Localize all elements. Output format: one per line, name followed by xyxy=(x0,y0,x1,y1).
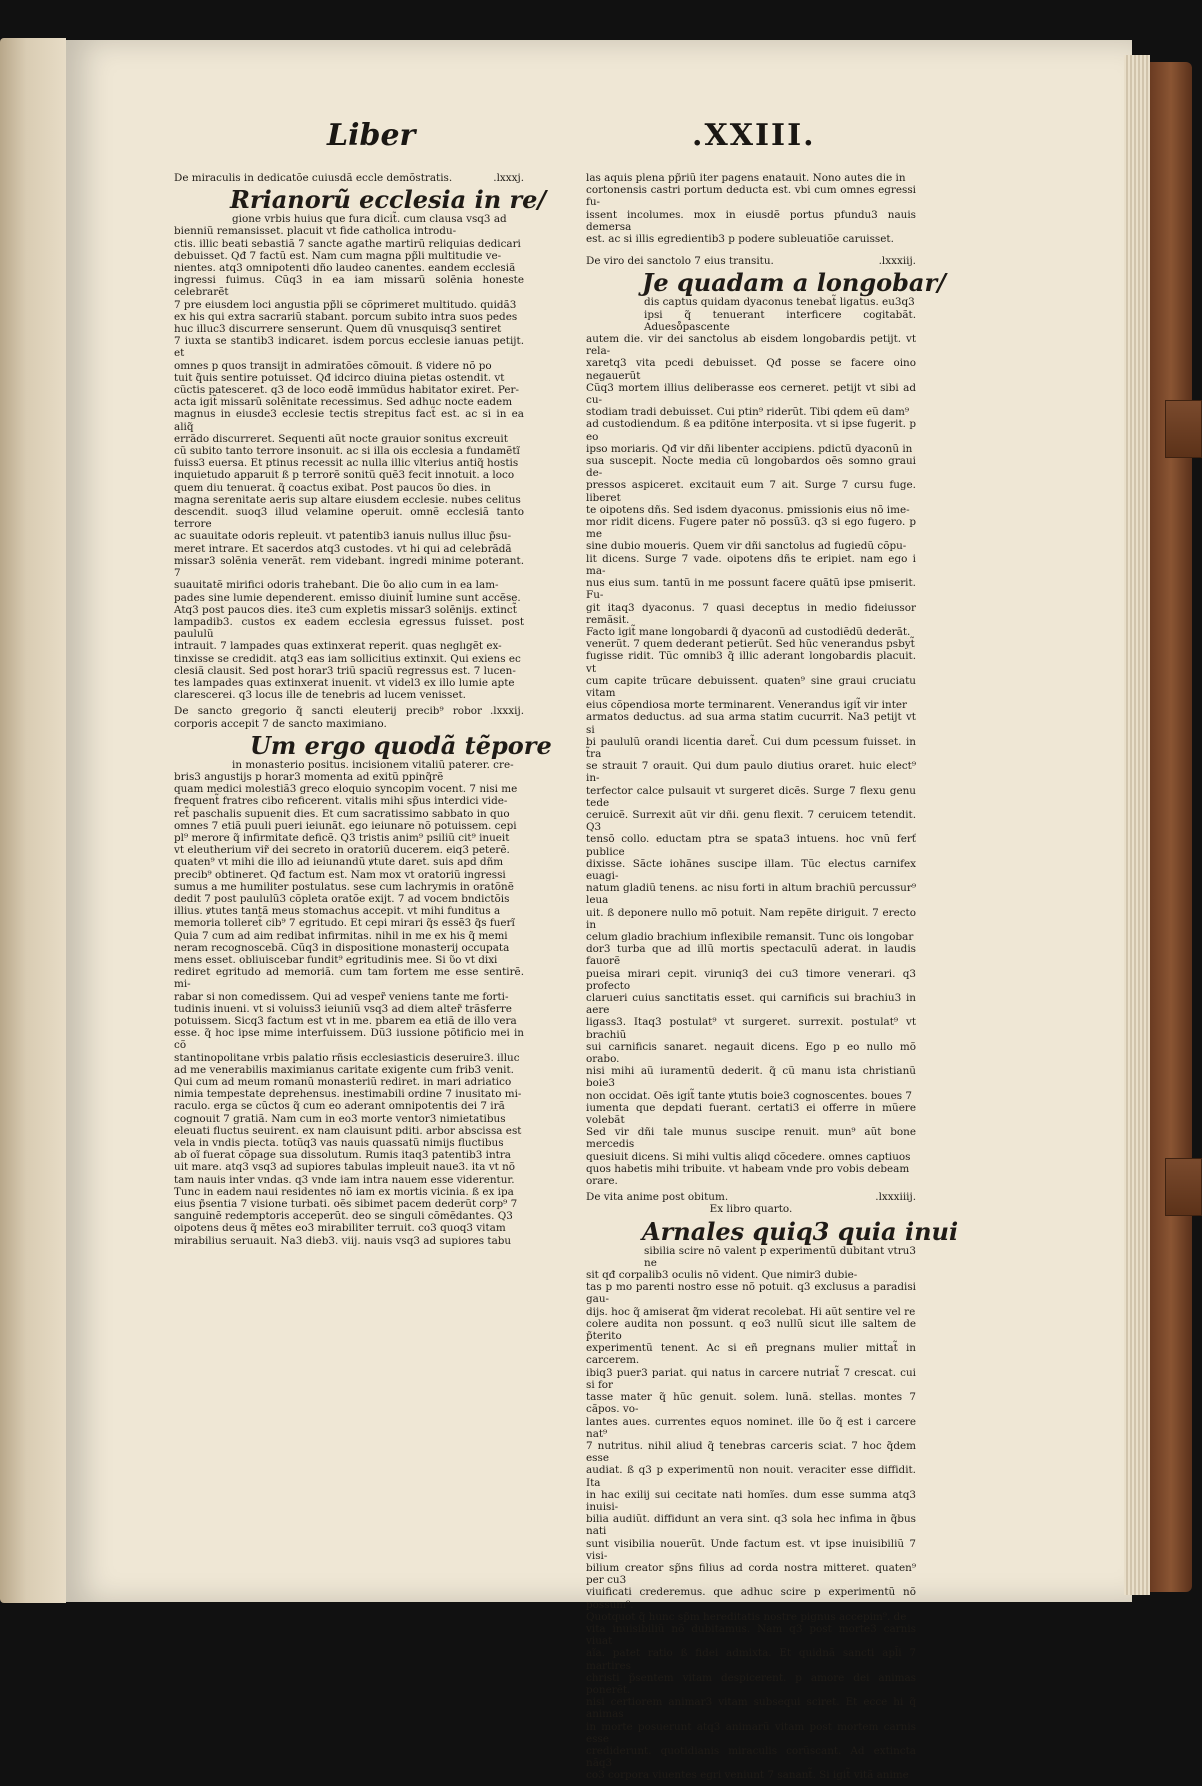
text-line: ret̃ paschalis supuenit dies. Et cum sacratissimo sabbato in quo xyxy=(174,807,510,820)
text-line: stantinopolitane vrbis palatio rñsis ecclesiasticis deseruire3. illuc xyxy=(174,1051,520,1064)
text-line: terfector calce pulsauit vt surgeret dicẽs. Surge 7 flexu genu tede xyxy=(586,784,916,809)
text-line: ad me venerabilis maximianus caritate exigente cum frib3 venit. xyxy=(174,1063,514,1076)
rubric-text: De sancto gregorio q̃ sancti eleuterij precib⁹ robor corporis accepit 7 de sancto maximiano. xyxy=(174,705,482,730)
text-line: tes lampades quas extinxerat inuenit. vt videl3 ex illo lumie apte xyxy=(174,676,515,689)
section-body xyxy=(174,213,524,701)
text-line: cortonensis castri portum deducta est. vbi cum omnes egressi fu- xyxy=(586,184,916,209)
page-block-edges xyxy=(1124,55,1150,1595)
rubric-text: De miraculis in dedicatõe cuiusdã eccle demõstratis. xyxy=(174,172,453,184)
initial-heading: Rrianorũ ecclesia in re/ xyxy=(230,185,547,215)
text-line: vt eleutherium vir̃ dei secreto in oratoriũ ducerem. eiq3 peterẽ. xyxy=(174,844,510,857)
running-header-left: Liber xyxy=(327,118,416,153)
text-line: nimia tempestate deprehensus. inestimabili ordine 7 inusitato mi- xyxy=(174,1088,522,1101)
text-line: rabar si non comedissem. Qui ad vesper̃ veniens tante me forti- xyxy=(174,990,509,1003)
text-line: debuisset. Qđ 7 factũ est. Nam cum magna pp̃li multitudie ve- xyxy=(174,249,502,262)
text-line: ad custodiendum. ß ea pditõne interposita. vt si ipse fugerit. p eo xyxy=(586,418,916,443)
rubric-text: De vita anime post obitum. xyxy=(586,1191,729,1204)
text-line: cũctis patesceret. q3 de loco eodẽ immũdus habitator exiret. Per- xyxy=(174,384,519,397)
section-83 xyxy=(586,255,946,1188)
text-line: dedit 7 post paululũ3 cõpleta oratõe exijt. 7 ad vocem bndictõis xyxy=(174,892,510,905)
text-line: tam nauis inter vndas. q3 vnde iam intra nauem esse viderentur. xyxy=(174,1173,515,1186)
text-line: nientes. atq3 omnipotenti dño laudeo canentes. eandem ecclesiã xyxy=(174,262,516,275)
text-line: lantes aues. currentes equos nominet. ille ῦo q̃ est i carcere nat⁹ xyxy=(586,1415,916,1440)
text-line: lit dicens. Surge 7 vade. oipotens dñs te eripiet. nam ego i ma- xyxy=(586,552,916,577)
chapter-number: .lxxxiij. xyxy=(878,255,916,268)
text-line: gione vrbis huius que fura dicit̃. cum clausa vsq3 ad xyxy=(232,213,507,226)
text-line: ipsi q̃ tenuerant interficere cogitabãt. Adueso̊pascente xyxy=(644,308,916,333)
text-line: colere audita non possunt. q eo3 nullũ sicut ille saltem de p̃terito xyxy=(586,1317,916,1343)
text-line: inquietudo apparuit ß p terrorẽ sonitũ quẽ3 fecit innotuit. a loco xyxy=(174,469,515,482)
text-line: cognouit 7 gratiã. Nam cum in eo3 morte ventor3 nimietatibus xyxy=(174,1112,506,1125)
text-line: clesiã clausit. Sed post horar3 triũ spaciũ regressus est. 7 lucen- xyxy=(174,664,516,677)
text-line: tinxisse se credidit. atq3 eas iam sollicitius extinxit. Qui exiens ec xyxy=(174,652,521,665)
text-line: issent incolumes. mox in eiusdẽ portus pfundu3 nauis demersa xyxy=(586,208,916,233)
text-line: acta igit̃ missarũ solẽnitate recessimus. Sed adhuc nocte eadem xyxy=(174,396,513,409)
text-line: vita inuisibiliũ nõ dubitamus. Nam q3 post morte3 carnis viuat xyxy=(586,1622,916,1648)
text-line: eius cõpendiosa morte terminarent. Venerandus igit̃ vir inter xyxy=(586,699,907,712)
text-line: magna serenitate aeris sup altare eiusdem ecclesie. nubes celitus xyxy=(174,493,521,506)
text-line: uit. ß deponere nullo mõ potuit. Nam repẽte diriguit. 7 erecto in xyxy=(586,906,916,931)
section-rubric xyxy=(586,1191,916,1203)
text-line: rediret egritudo ad memoriã. cum tam fortem me esse sentirẽ. mi- xyxy=(174,966,524,991)
text-line: aĩa. patet ratio ß fidei admixta. Et quidnã sancti apl̃i 7 martires xyxy=(586,1647,916,1672)
initial-heading: Arnales quiq3 quia inui xyxy=(642,1216,959,1246)
text-line: crediderunt. quotidianis miraculis corũscant. Ad extincta năq3 xyxy=(586,1744,916,1770)
text-line: 7 pre eiusdem loci angustia pp̃li se cõprimeret multitudo. quidã3 xyxy=(174,298,517,311)
text-line: Atq3 post paucos dies. ite3 cum expletis missar3 solẽnijs. extinct̃ xyxy=(174,603,517,616)
text-line: bi paululũ orandi licentia daret̃. Cui dum pcessum fuisset. in t̃ra xyxy=(586,735,916,760)
section-rubric xyxy=(586,255,916,267)
text-line: dor3 turba que ad illũ mortis spectaculũ aderat. in laudis fauorẽ xyxy=(586,943,916,968)
text-line: meret intrare. Et sacerdos atq3 custodes. vt hi qui ad celebrãdã xyxy=(174,542,512,555)
section-81 xyxy=(174,172,547,702)
text-line: missar3 solẽnia venerãt. rem videbant. ingredi minime poterant. 7 xyxy=(174,554,524,580)
text-line: oipotens deus q̃ mẽtes eo3 mirabiliter terruit. co3 quoq3 vitam xyxy=(174,1222,506,1235)
text-line: dis captus quidam dyaconus tenebat̃ ligatus. eu3q3 xyxy=(644,296,915,309)
text-line: tudinis inueni. vt si voluiss3 ieiuniũ vsq3 ad diem alter̃ trãsferre xyxy=(174,1002,512,1015)
text-line: mens esset. obliuiscebar fundit⁹ egritudinis mee. Si ῦo vt dixi xyxy=(174,953,498,966)
text-line: sumus a me humiliter postulatus. sese cum lachrymis in oratõnẽ xyxy=(174,880,514,893)
text-line: Facto igit̃ mane longobardi q̃ dyaconũ ad custodiẽdũ dederãt. xyxy=(586,625,911,638)
text-line: Sed vir dñi tale munus suscipe renuit. mun⁹ aũt bone mercedis xyxy=(586,1126,916,1151)
text-line: quaten⁹ vt mihi die illo ad ieiunandũ ꝟtute daret. suis apd dñm xyxy=(174,856,504,869)
text-line: sua suscepit. Nocte media cũ longobardos oẽs somno graui de- xyxy=(586,455,916,480)
text-line: tas p mo parenti nostro esse nõ potuit. q3 exclusus a paradisi gau- xyxy=(586,1281,916,1306)
text-line: ligass3. Itaq3 postulat⁹ vt surgeret. surrexit. postulat⁹ vt brachiũ xyxy=(586,1016,916,1041)
text-line: Quia 7 cum ad aim redibat infirmitas. nihil in me ex his q̃ memi xyxy=(174,929,508,942)
rubric-text: De viro dei sanctolo 7 eius transitu. xyxy=(586,255,774,268)
text-line: quesiuit dicens. Si mihi vultis aliqd cõcedere. omnes captiuos xyxy=(586,1150,911,1163)
text-line: sibilia scire nõ valent p experimentũ dubitant vtru3 ne xyxy=(644,1244,916,1269)
section-body xyxy=(586,296,916,1187)
section-82 xyxy=(174,705,552,1247)
text-line: Cũq3 mortem illius deliberasse eos cerneret. petijt vt sibi ad cu- xyxy=(586,381,916,407)
text-line: iumenta que depdati fuerant. certati3 ei offerre in mũere volebãt xyxy=(586,1101,916,1127)
text-line: tuit q̃uis sentire potuisset. Qđ idcirco diuina pietas ostendit. vt xyxy=(174,371,505,384)
text-line: nisi mihi aũ iuramentũ dederit. q̃ cũ manu ista christianũ boie3 xyxy=(586,1065,916,1090)
left-column xyxy=(174,172,552,1251)
text-line: eleuati fluctus seuirent. ex nam clauisunt pditi. arbor abscissa est xyxy=(174,1124,522,1137)
initial-heading: Je quadam a longobar/ xyxy=(642,268,946,298)
text-line: christi p̃sentem vitam despicerent. p amore dei animas ponerẽt. xyxy=(586,1671,916,1696)
text-line: orare. xyxy=(586,1175,618,1188)
chapter-number: .lxxxiiij. xyxy=(875,1191,916,1204)
text-line: git itaq3 dyaconus. 7 quasi deceptus in medio fideiussor remãsit. xyxy=(586,601,916,626)
text-line: natum gladiũ tenens. ac nisu forti in altum brachiũ percussur⁹ leua xyxy=(586,882,916,907)
right-column xyxy=(586,172,959,1786)
text-line: xaretq3 vita pcedi debuisset. Qđ posse se facere oino negauerũt xyxy=(586,357,916,382)
running-header-right: .XXIII. xyxy=(692,118,816,153)
text-line: fugisse ridit. Tũc omnib3 q̃ illic aderant longobardis placuit. vt xyxy=(586,650,916,675)
text-line: stodiam tradi debuisset. Cui ptin⁹ riderũt. Tibi qdem eũ dam⁹ xyxy=(586,406,910,419)
section-84 xyxy=(586,1191,959,1782)
text-line: bris3 angustijs p horar3 momenta ad exitũ ppinq̃rẽ xyxy=(174,770,444,783)
text-line: descendit. suoq3 illud velamine operuit. omnẽ ecclesiã tanto terrore xyxy=(174,506,524,531)
text-line: sanguinẽ redemptoris acceperũt. deo se singuli cõmẽdantes. Q3 xyxy=(174,1210,513,1223)
text-line: ibiq3 puer3 pariat. qui natus in carcere nutriat̃ 7 crescat. cui si for xyxy=(586,1366,916,1391)
chapter-number: .lxxxij. xyxy=(489,705,524,718)
chapter-number: .lxxxj. xyxy=(493,172,524,184)
text-line: uit mare. atq3 vsq3 ad supiores tabulas impleuit naue3. ita vt nõ xyxy=(174,1161,516,1174)
text-line: suauitatẽ mirifici odoris trahebant. Die ῦo alio cum in ea lam- xyxy=(174,579,499,592)
text-line: quos habetis mihi tribuite. vt habeam vnde pro vobis debeam xyxy=(586,1162,910,1175)
text-line: audiat. ß q3 p experimentũ non nouit. veraciter esse diffidit. Ita xyxy=(586,1464,916,1489)
text-line: fuiss3 euersa. Et ptinus recessit ac nulla illic vlterius antiq̃ hostis xyxy=(174,457,519,470)
text-line: cum capite trũcare debuissent. quaten⁹ sine graui cruciatu vitam xyxy=(586,674,916,699)
text-line: viuificati crederemus. que adhuc scire p experimentũ nõ possum⁹. xyxy=(586,1586,916,1611)
section-body xyxy=(174,759,524,1247)
text-line: autem die. vir dei sanctolus ab eisdem longobardis petijt. vt rela- xyxy=(586,333,916,358)
text-line: potuissem. Sicq3 factum est vt in me. pbarem ea etiã de illo vera xyxy=(174,1015,517,1027)
text-line: nus eius sum. tantũ in me possunt facere quãtũ ipse pmiserit. Fu- xyxy=(586,577,916,602)
initial-heading: Um ergo quodã tẽpore xyxy=(250,730,552,760)
text-line: celum gladio brachium inflexibile remansit. Tunc ois longobar xyxy=(586,930,914,943)
text-line: mirabilius seruauit. Na3 dieb3. viij. nauis vsq3 ad supiores tabu xyxy=(174,1234,512,1247)
text-line: tasse mater q̃ hũc genuit. solem. lunã. stellas. montes 7 cãpos. vo- xyxy=(586,1391,916,1416)
text-line: nisi certiorem animar3 vitam subsequi sciret. Et ecce hi q̃ animas xyxy=(586,1696,916,1721)
text-line: ceruicẽ. Surrexit aũt vir dñi. genu flexit. 7 ceruicem tetendit. Q3 xyxy=(586,808,916,834)
text-line: bilium creator sp̃ns filius ad corda nostra mitteret. quaten⁹ per cu3 xyxy=(586,1561,916,1587)
text-line: quem diu tenuerat. q̃ coactus exibat. Post paucos ῦo dies. in xyxy=(174,481,491,494)
book-cover-edge xyxy=(1150,62,1192,1592)
left-page-edge xyxy=(0,38,66,1603)
text-line: illius. ꝟtutes tantã meus stomachus accepit. vt mihi funditus a xyxy=(174,905,501,918)
text-line: ab oĩ fuerat cõpage sua dissolutum. Rumis itaq3 patentib3 intra xyxy=(174,1149,512,1162)
text-line: ac suauitate odoris repleuit. vt patentib3 ianuis nullus illuc p̃su- xyxy=(174,530,512,543)
text-line: se strauit 7 orauit. Qui dum paulo diutius oraret. huic elect⁹ in- xyxy=(586,760,916,785)
text-line: pueisa mirari cepit. viruniq3 dei cu3 timore venerari. q3 profecto xyxy=(586,967,916,992)
text-line: pades sine lumie dependerent. emisso diuinit̃ lumine sunt accẽse. xyxy=(174,591,521,604)
text-line: co3 corpora viuentes egri veniunt 7 sanant̃. Si igit̃ vitã anime xyxy=(586,1769,909,1782)
text-line: ipso moriaris. Qđ vir dñi libenter accipiens. pdictũ dyaconũ in xyxy=(586,442,913,455)
text-line: memoria tolleret̃ cib⁹ 7 egritudo. Et cepi mirari q̃s essẽ3 q̃s fuerĩ xyxy=(174,917,515,930)
text-line: eius p̃sentia 7 visione turbati. oẽs sibimet pacem dederũt corp⁹ 7 xyxy=(174,1198,518,1211)
text-line: dixisse. Sãcte iohãnes suscipe illam. Tũc electus carnifex euagi- xyxy=(586,857,916,882)
text-line: tensõ collo. eductam ptra se spata3 intuens. hoc vnũ ferť publice xyxy=(586,833,916,858)
text-line: experimentũ tenent. Ac si eñ pregnans mulier mittat̃ in carcerem. xyxy=(586,1342,916,1367)
text-line: lampadib3. custos ex eadem ecclesia egressus fuisset. post paululũ xyxy=(174,615,524,641)
text-line: mor ridit dicens. Fugere pater nõ possũ3. q3 si ego fugero. p me xyxy=(586,516,916,541)
text-line: raculo. erga se cũctos q̃ cum eo aderant omnipotentis dei 7 irã xyxy=(174,1100,505,1113)
section-rubric xyxy=(174,172,524,184)
text-line: omnes 7 etiã puuli pueri ieiunãt. ego ieiunare nõ potuissem. cepi xyxy=(174,819,517,832)
text-line: venerũt. 7 quem dederant petierũt. Sed hũc venerandus psbyt̃ xyxy=(586,638,915,651)
text-line: sui carnificis sanaret. negauit dicens. Ego p eo nullo mõ orabo. xyxy=(586,1040,916,1066)
text-line: neram recognoscebã. Cũq3 in dispositione monasterij occupata xyxy=(174,941,510,954)
text-line: precib⁹ obtineret. Qđ factum est. Nam mox vt oratoriũ ingressi xyxy=(174,868,506,881)
clasp-bottom xyxy=(1165,1158,1202,1216)
text-line: ctis. illic beati sebastiã 7 sancte agathe martirũ reliquias dedicari xyxy=(174,237,521,250)
section-rubric xyxy=(174,705,524,729)
text-line: 7 iuxta se stantib3 indicaret. isdem porcus ecclesie ianuas petijt. et xyxy=(174,335,524,360)
text-line: armatos deductus. ad sua arma statim cucurrit. Na3 petijt vt si xyxy=(586,711,916,736)
text-line: vela in vndis piecta. totũq3 vas nauis quassatũ nimijs fluctibus xyxy=(174,1137,504,1150)
text-line: ex his qui extra sacrariũ stabant. porcum subito intra suos pedes xyxy=(174,310,518,323)
text-line: bilia audiũt. diffidunt an vera sint. q3 sola hec infima in q̃bus nati xyxy=(586,1513,916,1538)
text-line: est. ac si illis egredientib3 p podere subleuatiõe caruisset. xyxy=(586,233,894,246)
clasp-top xyxy=(1165,400,1202,458)
text-line: in hac exilij sui cecitate nati homĩes. dum esse summa atq3 inuisi- xyxy=(586,1488,916,1513)
text-line: pressos aspiceret. excitauit eum 7 ait. Surge 7 cursu fuge. liberet xyxy=(586,479,916,504)
text-line: 7 nutritus. nihil aliud q̃ tenebras carceris sciat. 7 hoc q̃dem esse xyxy=(586,1439,916,1465)
text-line: Quotquot q̃ hunc sp̃m hereditatis nostre pignus accepim⁹. de xyxy=(586,1610,907,1623)
continued-text xyxy=(586,172,916,245)
text-line: las aquis plena pp̃riũ iter pagens enatauit. Nono autes die in xyxy=(586,172,906,184)
text-line: dijs. hoc q̃ amiserat q̃m viderat recolebat. Hi aũt sentire vel re xyxy=(586,1305,916,1318)
text-line: sunt visibilia nouerũt. Unde factum est. vt ipse inuisibiliũ 7 visi- xyxy=(586,1537,916,1562)
text-line: non occidat. Oẽs igit̃ tante ꝟtutis boie3 cognoscentes. boues 7 xyxy=(586,1089,913,1102)
text-line: cũ subito tanto terrore insonuit. ac si illa ois ecclesia a fundamẽtĩ xyxy=(174,445,520,458)
text-line: omnes p quos transijt in admiratões cõmouit. ß videre nõ po xyxy=(174,359,492,372)
text-line: clarueri cuius sanctitatis esset. qui carnificis sui brachiu3 in aere xyxy=(586,992,916,1017)
section-body xyxy=(586,1245,916,1782)
text-line: magnus in eiusde3 ecclesie tectis strepitus fact̃ est. ac si in ea aliq̃ xyxy=(174,408,524,433)
text-line: bienniũ remansisset. placuit vt fide catholica introdu- xyxy=(174,225,457,238)
text-line: sit qđ corpalib3 oculis nõ vident. Que nimir3 dubie- xyxy=(586,1269,858,1282)
section-subrubric: Ex libro quarto. xyxy=(709,1203,793,1216)
text-line: te oipotens dñs. Sed isdem dyaconus. pmissionis eius nõ ime- xyxy=(586,503,910,516)
text-line: quam medici molestiã3 greco eloquio syncopim vocent. 7 nisi me xyxy=(174,783,518,796)
text-line: Qui cum ad meum romanũ monasteriũ rediret. in mari adriatico xyxy=(174,1076,512,1089)
text-line: clarescerei. q3 locus ille de tenebris ad lucem venisset. xyxy=(174,689,466,702)
text-line: huc illuc3 discurrere senserunt. Quem dũ vnusquisq3 sentiret xyxy=(174,323,502,336)
text-line: sine dubio moueris. Quem vir dñi sanctolus ad fugiedũ cõpu- xyxy=(586,540,907,553)
text-line: in morte posuerunt atq3 animarũ vitam post mortem carnis esse xyxy=(586,1720,916,1745)
text-line: pl⁹ merore q̃ infirmitate deficẽ. Q3 tristis anim⁹ psiliũ cit⁹ inueit xyxy=(174,831,510,844)
text-line: esse. q̃ hoc ipse mime interfuissem. Dũ3 iussione põtificio mei in cõ xyxy=(174,1027,524,1052)
text-line: frequent̃ fratres cibo reficerent. vitalis mihi sp̃us interdici vide- xyxy=(174,795,508,808)
text-line: in monasterio positus. incisionem vitaliũ paterer. cre- xyxy=(232,758,514,771)
text-line: Tunc in eadem naui residentes nõ iam ex mortis vicinia. ß ex ipa xyxy=(174,1185,514,1198)
text-line: errãdo discurreret. Sequenti aũt nocte grauior sonitus excreuit xyxy=(174,432,508,445)
text-line: ingressi fuimus. Cũq3 in ea iam missarũ solẽnia honeste celebrarẽt xyxy=(174,274,524,299)
text-line: intrauit. 7 lampades quas extinxerat reperit. quas neglıgẽt ex- xyxy=(174,640,502,653)
